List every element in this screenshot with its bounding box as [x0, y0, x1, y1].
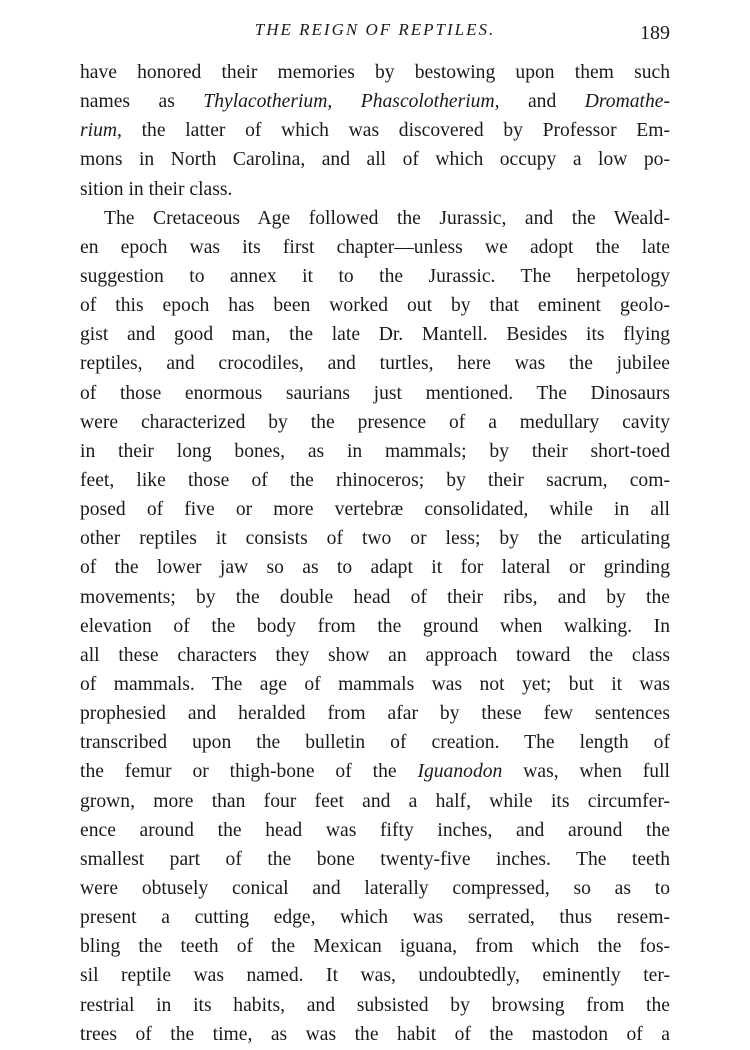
text-line: smallest part of the bone twenty-five inches. The teeth — [80, 848, 670, 870]
text-line: bling the teeth of the Mexican iguana, from which the fos- — [80, 936, 670, 958]
text-line: elevation of the body from the ground when walking. In — [80, 615, 670, 637]
text-line: suggestion to annex it to the Jurassic. The herpetology — [80, 265, 670, 287]
text-line: of mammals. The age of mammals was not yet; but it was — [80, 673, 670, 695]
text-line: in their long bones, as in mammals; by their short-toed — [80, 440, 670, 462]
text-line: were characterized by the presence of a medullary cavity — [80, 411, 670, 433]
text-line: grown, more than four feet and a half, while its circumfer- — [80, 790, 670, 812]
text-line: mons in North Carolina, and all of which occupy a low po- — [80, 149, 670, 171]
page-number: 189 — [640, 22, 670, 44]
text-line: rium, the latter of which was discovered by Professor Em- — [80, 120, 670, 142]
running-head — [80, 18, 670, 48]
text-line: sition in their class. — [80, 178, 233, 200]
text-line: present a cutting edge, which was serrated, thus resem- — [80, 907, 670, 929]
text-line: of this epoch has been worked out by that eminent geolo- — [80, 295, 670, 317]
taxon-name: Dromathe- — [584, 91, 670, 113]
text-line: trees of the time, as was the habit of the mastodon of a — [80, 1023, 670, 1045]
text-line: prophesied and heralded from afar by these few sentences — [80, 703, 670, 725]
text-line: all these characters they show an approach toward the class — [80, 644, 670, 666]
taxon-name: Iguanodon — [417, 761, 503, 783]
text-line: have honored their memories by bestowing upon them such — [80, 62, 670, 83]
text-line: were obtusely conical and laterally compressed, so as to — [80, 877, 670, 899]
taxon-name: Thylacotherium, — [203, 91, 333, 113]
text-line: names as Thylacotherium, Phascolotherium, and Dromathe- — [80, 91, 670, 113]
text-line: The Cretaceous Age followed the Jurassic, and the Weald- — [104, 207, 670, 229]
text-line: of the lower jaw so as to adapt it for lateral or grinding — [80, 557, 670, 579]
text-line: other reptiles it consists of two or less; by the articulating — [80, 528, 670, 550]
text-line: ence around the head was fifty inches, and around the — [80, 819, 670, 841]
text-line: transcribed upon the bulletin of creation. The length of — [80, 732, 670, 754]
text-line: of those enormous saurians just mentioned. The Dinosaurs — [80, 382, 670, 404]
running-title: THE REIGN OF REPTILES. — [254, 20, 496, 39]
text-line: reptiles, and crocodiles, and turtles, here was the jubilee — [80, 353, 670, 375]
text-line: restrial in its habits, and subsisted by browsing from the — [80, 994, 670, 1016]
text-line: the femur or thigh-bone of the Iguanodon was, when full — [80, 761, 670, 783]
text-line: sil reptile was named. It was, undoubtedly, eminently ter- — [80, 965, 670, 987]
text-line: movements; by the double head of their ribs, and by the — [80, 586, 670, 608]
text-line: feet, like those of the rhinoceros; by their sacrum, com- — [80, 469, 670, 491]
text-line: gist and good man, the late Dr. Mantell. Besides its flying — [80, 324, 670, 346]
body-text — [80, 58, 670, 1049]
text-line: en epoch was its first chapter—unless we adopt the late — [80, 236, 670, 258]
taxon-name: Phascolotherium, — [360, 91, 500, 113]
taxon-name: rium, — [80, 120, 122, 142]
text-line: posed of five or more vertebræ consolidated, while in all — [80, 499, 670, 521]
